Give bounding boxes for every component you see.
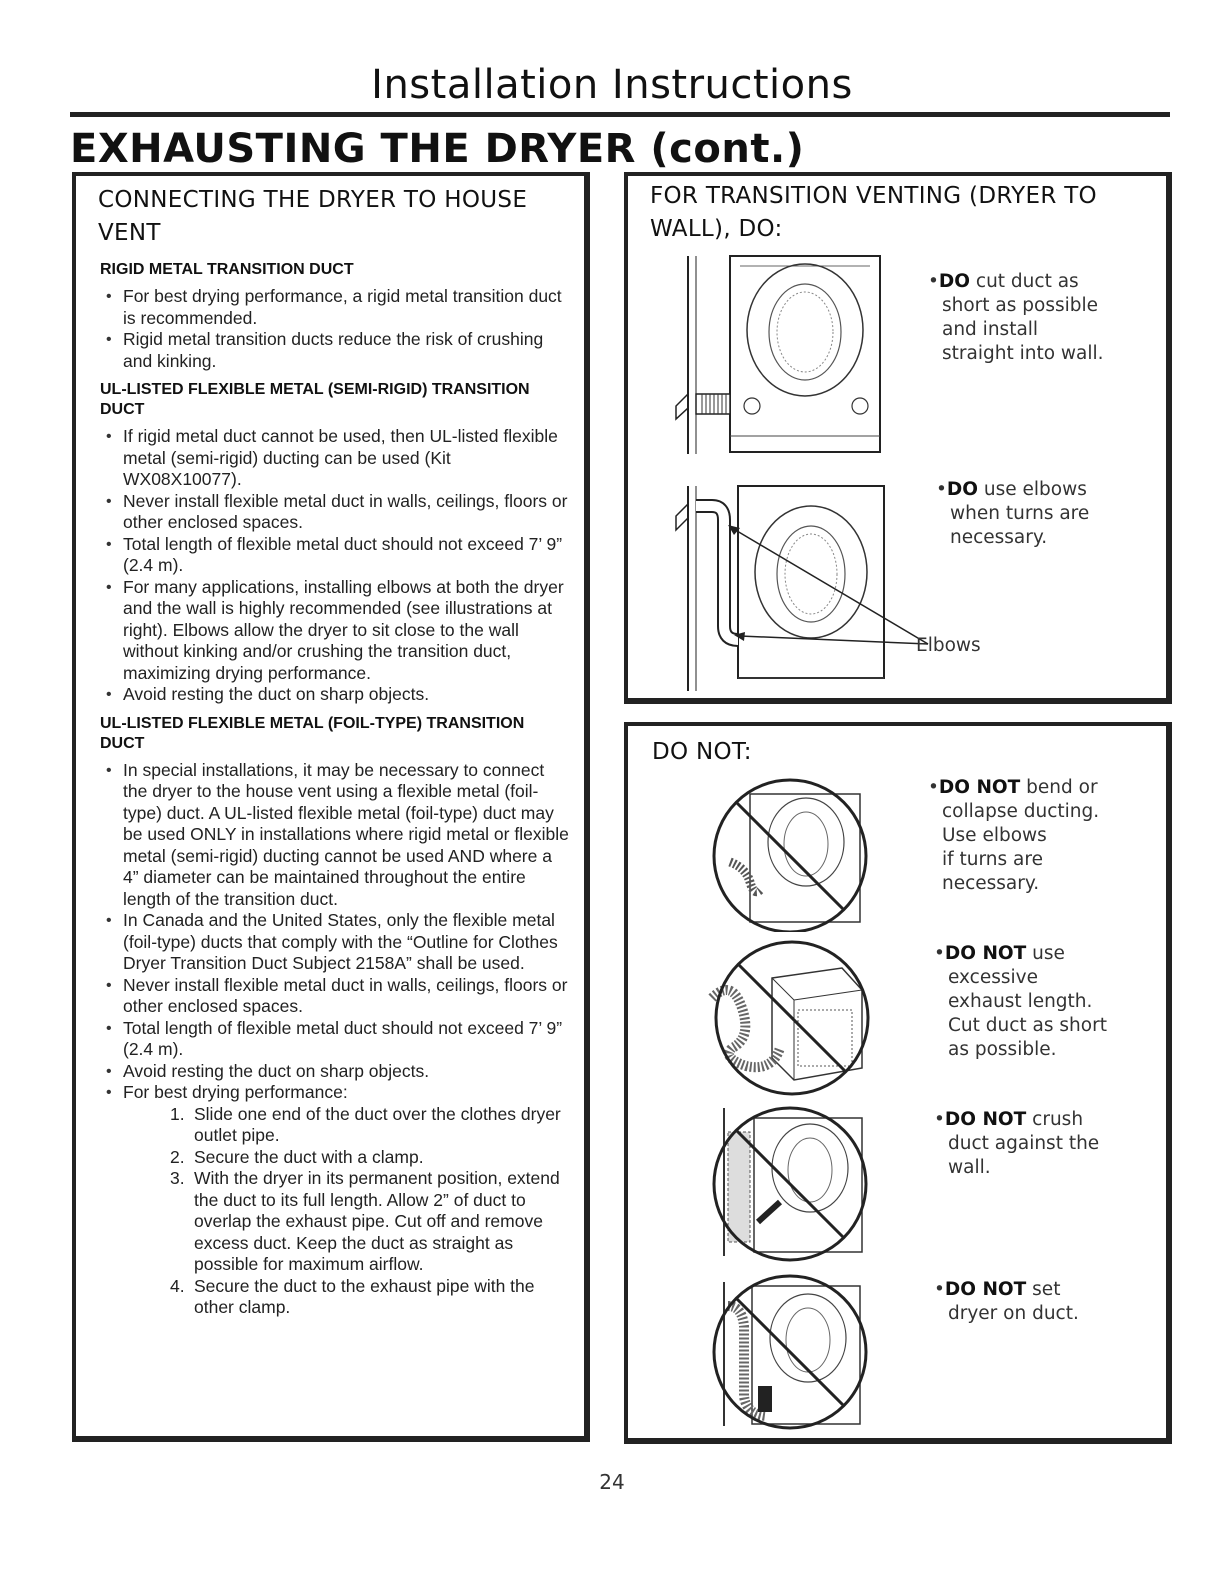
- do-keyword: DO: [938, 271, 971, 292]
- list-item: • In special installations, it may be necessary to connect the dryer to the house vent using a flexible metal (foil-type) duct. A UL-listed flexible metal (foil-type) duct may be used ONLY in installations where rigid metal or flexible metal (semi-rigid) ducting cannot be used AND where a 4” diameter can be maintained throughout the entire length of the transition duct.: [100, 760, 572, 911]
- do-not-set-on-duct-illustration: [702, 1266, 882, 1436]
- note-text: and install: [942, 319, 1039, 340]
- rigid-bullets: [100, 286, 572, 372]
- note-text: exhaust length.: [948, 991, 1093, 1012]
- note-text: Use elbows: [942, 825, 1047, 846]
- do-not-panel-title: DO NOT:: [652, 739, 752, 765]
- do-title-line-2: WALL), DO:: [650, 216, 783, 242]
- note-text: bend or: [1026, 777, 1098, 798]
- note-text: Cut duct as short: [948, 1015, 1107, 1036]
- note-text: wall.: [948, 1157, 991, 1178]
- list-item: • Avoid resting the duct on sharp objects.: [100, 684, 572, 706]
- list-item: • Total length of flexible metal duct should not exceed 7’ 9” (2.4 m).: [100, 1018, 572, 1061]
- do-title-line-1: FOR TRANSITION VENTING (DRYER TO: [650, 183, 1097, 209]
- note-text: dryer on duct.: [948, 1303, 1079, 1324]
- donot-keyword: DO NOT: [938, 777, 1021, 798]
- list-item: • Never install flexible metal duct in walls, ceilings, floors or other enclosed spaces.: [100, 975, 572, 1018]
- foil-heading: UL-LISTED FLEXIBLE METAL (FOIL-TYPE) TRANSITION DUCT: [100, 714, 525, 752]
- connecting-title-line-1: CONNECTING THE DRYER TO HOUSE: [98, 187, 528, 213]
- connecting-panel-title: [98, 184, 527, 250]
- donot-keyword: DO NOT: [944, 943, 1027, 964]
- do-keyword: DO: [946, 479, 979, 500]
- list-item: • Avoid resting the duct on sharp objects.: [100, 1061, 572, 1083]
- note-text: duct against the: [948, 1133, 1100, 1154]
- note-text: when turns are: [950, 503, 1090, 524]
- list-item: • Total length of flexible metal duct should not exceed 7’ 9” (2.4 m).: [100, 534, 572, 577]
- note-text: if turns are: [942, 849, 1043, 870]
- do-note-use-elbows: •DO use elbows when turns are necessary.: [936, 479, 1090, 548]
- donot-keyword: DO NOT: [944, 1109, 1027, 1130]
- step-item: Secure the duct with a clamp.: [194, 1146, 424, 1167]
- note-text: short as possible: [942, 295, 1099, 316]
- list-item: • For many applications, installing elbows at both the dryer and the wall is highly recommended (see illustrations at right). Elbows allow the dryer to sit close to the wall without kinking and/or crushing the transition duct, maximizing drying performance.: [100, 577, 572, 685]
- foil-bullets: [100, 760, 572, 1104]
- connecting-title-line-2: VENT: [98, 220, 161, 246]
- elbows-label: Elbows: [916, 635, 981, 656]
- note-text: as possible.: [948, 1039, 1057, 1060]
- list-item: • Never install flexible metal duct in walls, ceilings, floors or other enclosed spaces.: [100, 491, 572, 534]
- list-item: • For best drying performance, a rigid metal transition duct is recommended.: [100, 286, 572, 329]
- list-item: • Rigid metal transition ducts reduce the risk of crushing and kinking.: [100, 329, 572, 372]
- note-text: cut duct as: [975, 271, 1079, 292]
- donot-note-bend: •DO NOT bend or collapse ducting. Use elbows if turns are necessary.: [928, 777, 1100, 894]
- rigid-heading: RIGID METAL TRANSITION DUCT: [100, 261, 354, 278]
- transition-venting-do-panel: [624, 172, 1172, 704]
- note-text: collapse ducting.: [942, 801, 1100, 822]
- do-note-cut-short: •DO cut duct as short as possible and install straight into wall.: [928, 271, 1104, 364]
- donot-note-set-on-duct: •DO NOT set dryer on duct.: [934, 1279, 1079, 1324]
- note-text: necessary.: [950, 527, 1048, 548]
- note-text: set: [1032, 1279, 1061, 1300]
- semi-rigid-heading: UL-LISTED FLEXIBLE METAL (SEMI-RIGID) TRANSITION DUCT: [100, 381, 530, 418]
- do-not-panel: [624, 722, 1172, 1444]
- list-item: • For best drying performance:: [100, 1082, 572, 1104]
- list-item: • If rigid metal duct cannot be used, then UL-listed flexible metal (semi-rigid) ducting can be used (Kit WX08X10077).: [100, 426, 572, 491]
- dryer-straight-duct-illustration: [648, 244, 888, 462]
- step-item: With the dryer in its permanent position, extend the duct to its full length. Allow 2” of duct to overlap the exhaust pipe. Cut off and remove excess duct. Keep the duct as straight as possible for maximum airflow.: [194, 1168, 560, 1274]
- note-text: use elbows: [983, 479, 1087, 500]
- list-item: • In Canada and the United States, only the flexible metal (foil-type) ducts that comply with the “Outline for Clothes Dryer Transition Duct Subject 2158A” shall be used.: [100, 910, 572, 975]
- foil-steps: [100, 1104, 572, 1319]
- do-not-excessive-length-illustration: [702, 938, 882, 1098]
- donot-note-excessive: •DO NOT use excessive exhaust length. Cut duct as short as possible.: [934, 943, 1107, 1060]
- donot-keyword: DO NOT: [944, 1279, 1027, 1300]
- note-text: straight into wall.: [942, 343, 1104, 364]
- note-text: crush: [1032, 1109, 1084, 1130]
- note-text: excessive: [948, 967, 1038, 988]
- donot-note-crush: •DO NOT crush duct against the wall.: [934, 1109, 1100, 1178]
- note-text: use: [1032, 943, 1065, 964]
- section-title: EXHAUSTING THE DRYER (cont.): [70, 126, 805, 172]
- do-not-bend-illustration: [702, 772, 882, 932]
- do-panel-title: [650, 180, 1097, 246]
- step-item: Slide one end of the duct over the clothes dryer outlet pipe.: [194, 1103, 561, 1145]
- connecting-content: [100, 260, 572, 1319]
- step-item: Secure the duct to the exhaust pipe with the other clamp.: [194, 1275, 535, 1317]
- page-header-title: Installation Instructions: [371, 62, 853, 108]
- page-number: 24: [599, 1470, 625, 1494]
- do-not-crush-illustration: [702, 1102, 882, 1262]
- connecting-dryer-panel: [72, 172, 590, 1442]
- header-divider: [70, 112, 1170, 117]
- semi-rigid-bullets: [100, 426, 572, 706]
- note-text: necessary.: [942, 873, 1040, 894]
